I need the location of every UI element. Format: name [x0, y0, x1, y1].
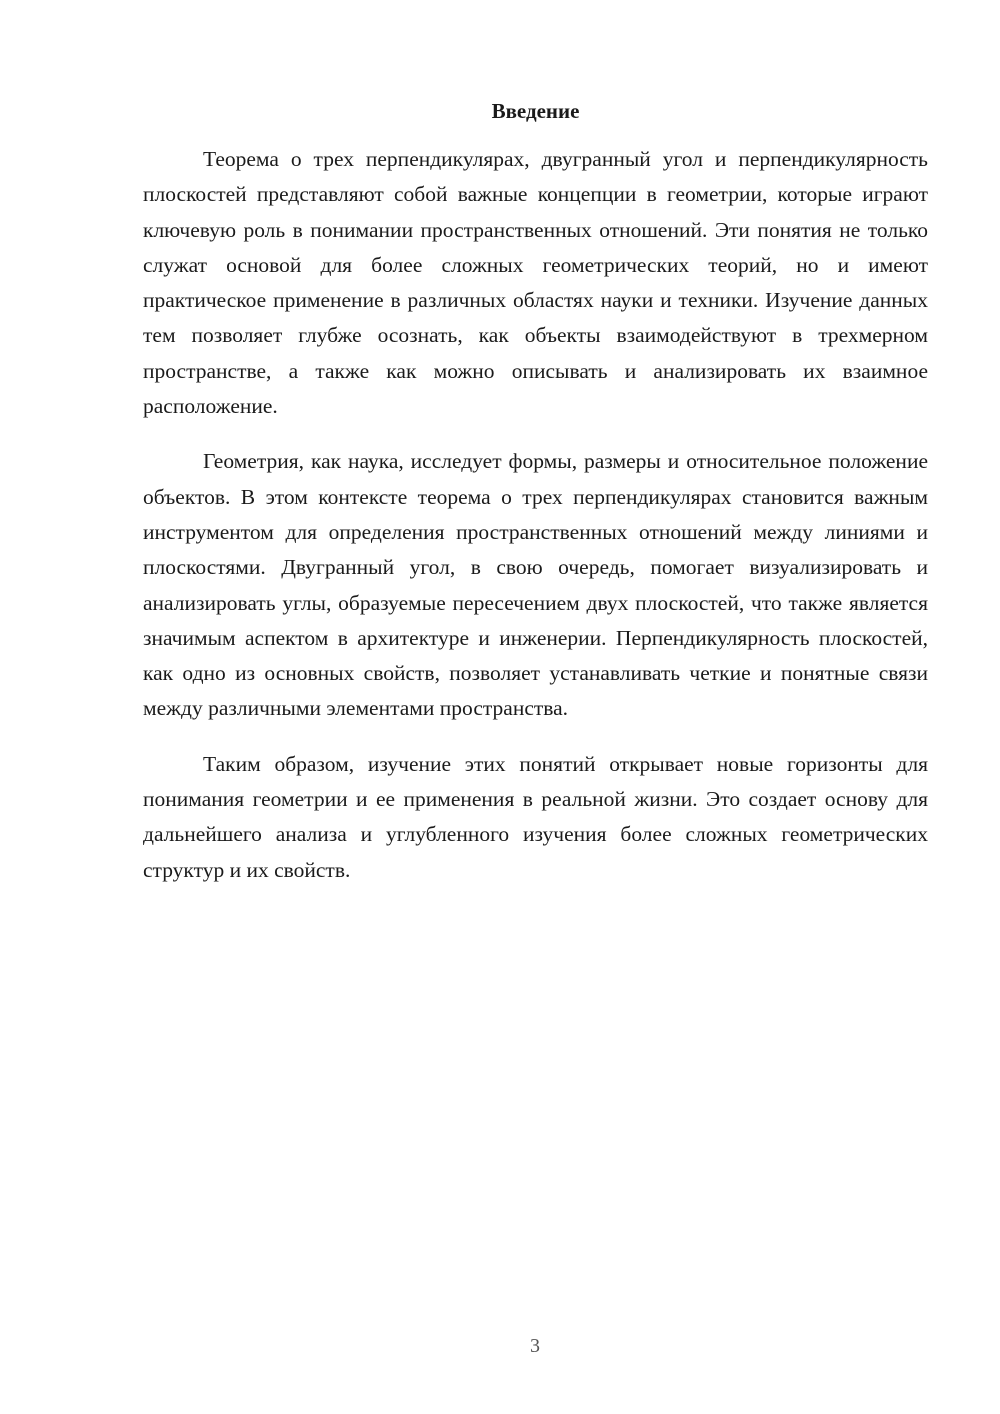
page-number: 3 — [530, 1335, 540, 1357]
paragraph-3: Таким образом, изучение этих понятий открывает новые горизонты для понимания геометрии и ее применения в реальной жизни. Это создает основу для дальнейшего анализа и углубленного изучения более сложных геометрических структур и их свойств. — [143, 751, 928, 882]
paragraph-1: Теорема о трех перпендикулярах, двугранный угол и перпендикулярность плоскостей представляют собой важные концепции в геометрии, которые играют ключевую роль в понимании пространственных отношений. Эти понятия не только служат основой для более сложных геометрических теорий, но и имеют практическое применение в различных областях науки и техники. Изучение данных тем позволяет глубже осознать, как объекты взаимодействуют в трехмерном пространстве, а также как можно описывать и анализировать их взаимное расположение. — [143, 147, 928, 419]
paragraph-2: Геометрия, как наука, исследует формы, размеры и относительное положение объектов. В этом контексте теорема о трех перпендикулярах становится важным инструментом для определения пространственных отношений между линиями и плоскостями. Двугранный угол, в свою очередь, помогает визуализировать и анализировать углы, образуемые пересечением двух плоскостей, что также является значимым аспектом в архитектуре и инженерии. Перпендикулярность плоскостей, как одно из основных свойств, позволяет устанавливать четкие и понятные связи между различными элементами пространства. — [143, 449, 928, 721]
section-heading: Введение — [491, 99, 580, 123]
body-text — [143, 142, 928, 908]
